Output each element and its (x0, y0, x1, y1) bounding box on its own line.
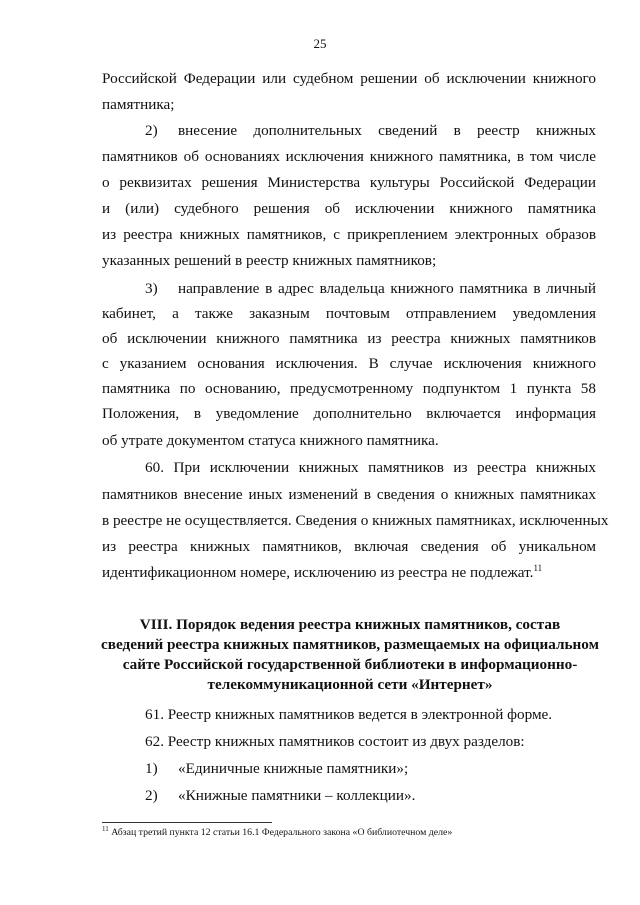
text-line: указанных решений в реестр книжных памятников; (102, 252, 437, 269)
text-line: памятника; (102, 96, 175, 113)
footnote-mark: 11 (102, 825, 109, 833)
text-line: идентификационном номере, исключению из реестра не подлежат. (102, 564, 534, 581)
page-number: 25 (313, 36, 327, 51)
text-line: 62. Реестр книжных памятников состоит из двух разделов: (145, 733, 525, 750)
text-line: направление в адрес владельца книжного памятника в личный (178, 280, 596, 297)
text-line: с указанием основания исключения. В случае исключения книжного (102, 355, 596, 372)
text-line: о реквизитах решения Министерства культуры Российской Федерации (102, 174, 596, 191)
text-line: памятников внесение иных изменений в сведения о книжных памятниках (102, 486, 596, 503)
section-heading-line: VIII. Порядок ведения реестра книжных памятников, состав (139, 616, 561, 633)
text-line: памятников об основаниях исключения книжного памятника, в том числе (102, 148, 596, 165)
text-line: об исключении книжного памятника из реестра книжных памятников (102, 330, 596, 347)
list-item: «Единичные книжные памятники»; (178, 760, 409, 777)
item-number: 3) (145, 280, 158, 297)
text-line: из реестра книжных памятников, включая сведения об уникальном (102, 538, 596, 555)
section-heading-line: сведений реестра книжных памятников, размещаемых на официальном (101, 636, 599, 653)
footnote-ref: 11 (533, 563, 543, 573)
list-number: 2) (145, 787, 158, 804)
text-line: в реестре не осуществляется. Сведения о книжных памятниках, исключенных (102, 512, 609, 529)
text-line: и (или) судебного решения об исключении книжного памятника (102, 200, 596, 217)
section-heading-line: сайте Российской государственной библиотеки в информационно- (122, 656, 578, 673)
item-number: 2) (145, 122, 158, 139)
section-heading-line: телекоммуникационной сети «Интернет» (207, 676, 493, 693)
text-line-with-footnote (102, 564, 596, 582)
list-number: 1) (145, 760, 158, 777)
text-line: Положения, в уведомление дополнительно включается информация (102, 405, 596, 422)
text-line: из реестра книжных памятников, с прикреплением электронных образов (102, 226, 596, 243)
text-line: кабинет, а также заказным почтовым отправлением уведомления (102, 305, 596, 322)
list-item: «Книжные памятники – коллекции». (178, 787, 416, 804)
text-line: об утрате документом статуса книжного памятника. (102, 432, 439, 449)
footnote-text: Абзац третий пункта 12 статьи 16.1 Федерального закона «О библиотечном деле» (111, 827, 453, 838)
text-line: 61. Реестр книжных памятников ведется в электронной форме. (145, 706, 553, 723)
footnote-divider (102, 822, 272, 823)
text-line: Российской Федерации или судебном решении об исключении книжного (102, 70, 596, 87)
text-line: 60. При исключении книжных памятников из реестра книжных (145, 459, 596, 476)
text-line: внесение дополнительных сведений в реестр книжных (178, 122, 596, 139)
footnote (102, 827, 452, 838)
text-line: памятника по основанию, предусмотренному подпунктом 1 пункта 58 (102, 380, 596, 397)
